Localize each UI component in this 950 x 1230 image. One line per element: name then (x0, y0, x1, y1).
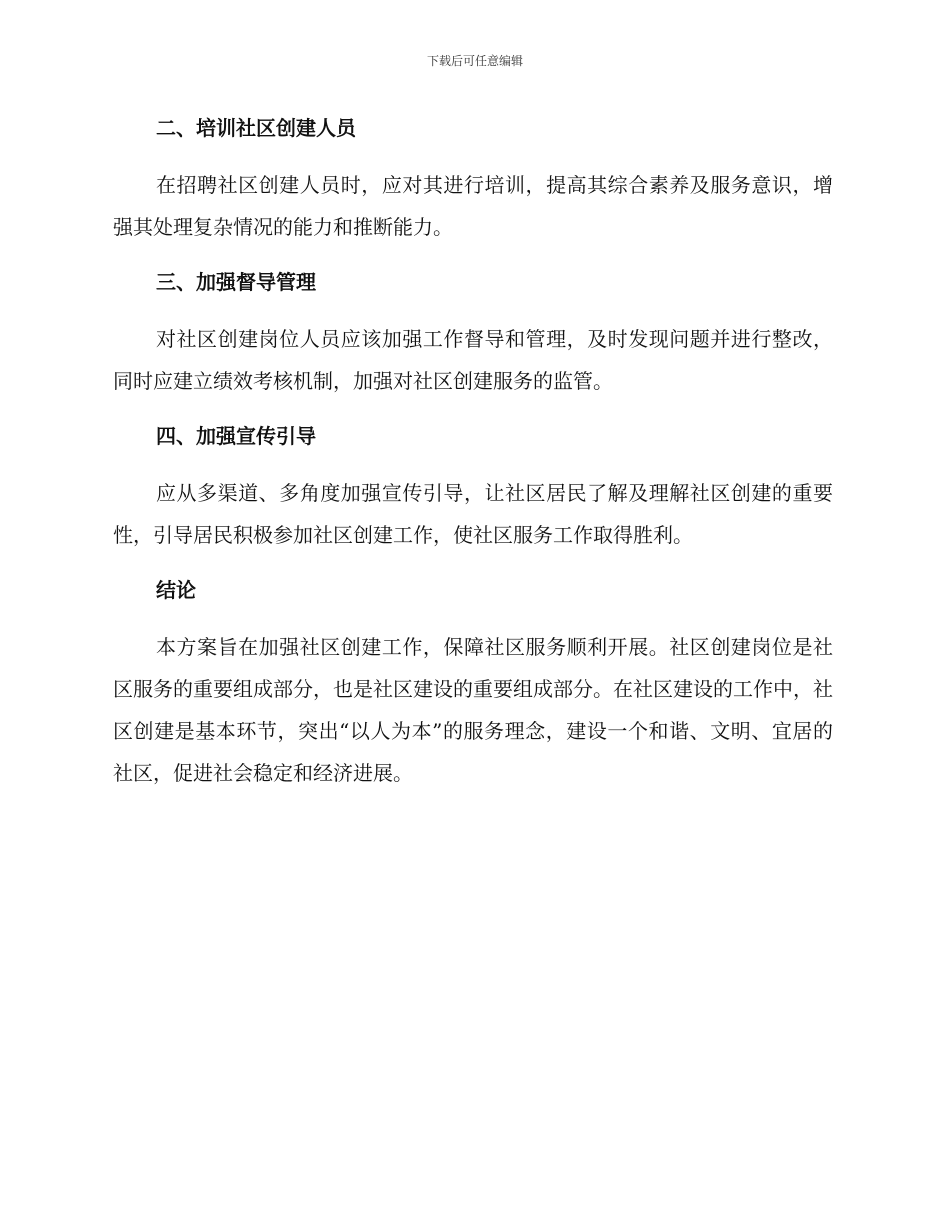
page-header-text: 下载后可任意编辑 (426, 54, 523, 68)
section-heading-supervision: 三、加强督导管理 (156, 270, 316, 294)
section-paragraph-publicity: 应从多渠道、多角度加强宣传引导，让社区居民了解及理解社区创建的重要性，引导居民积极参加社区创建工作，使社区服务工作取得胜利。 (113, 481, 833, 547)
section-heading-training: 二、培训社区创建人员 (156, 116, 356, 140)
section-paragraph-training: 在招聘社区创建人员时，应对其进行培训，提高其综合素养及服务意识，增强其处理复杂情况的能力和推断能力。 (113, 173, 833, 239)
document-body (113, 110, 833, 794)
section-paragraph-conclusion: 本方案旨在加强社区创建工作，保障社区服务顺利开展。社区创建岗位是社区服务的重要组成部分，也是社区建设的重要组成部分。在社区建设的工作中，社区创建是基本环节，突出“以人为本”的服务理念，建设一个和谐、文明、宜居的社区，促进社会稳定和经济进展。 (113, 635, 833, 785)
section-heading-conclusion: 结论 (156, 578, 196, 602)
section-heading-publicity: 四、加强宣传引导 (156, 424, 316, 448)
section-paragraph-supervision: 对社区创建岗位人员应该加强工作督导和管理，及时发现问题并进行整改，同时应建立绩效考核机制，加强对社区创建服务的监管。 (113, 327, 833, 393)
